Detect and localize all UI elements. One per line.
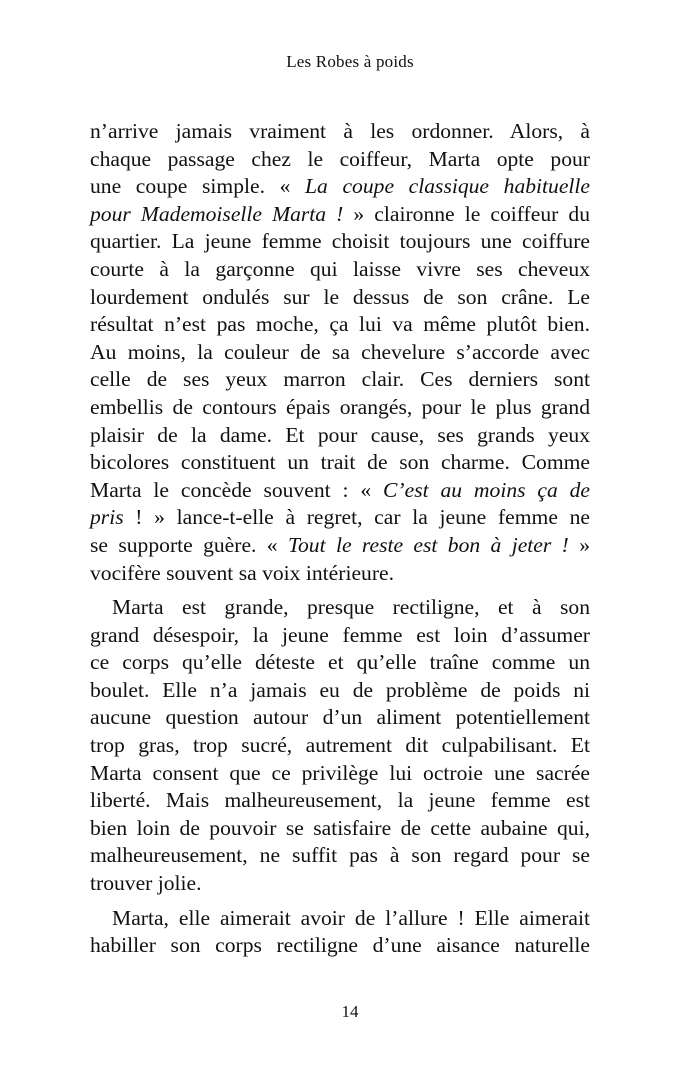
text-line [90,504,590,532]
text-line [90,622,590,650]
text-line [90,256,590,284]
paragraph-gap [90,587,590,594]
text-run: plaisir de la dame. Et pour cause, ses grands yeux [90,422,590,447]
text-line [90,477,590,505]
text-line [90,284,590,312]
text-run: celle de ses yeux marron clair. Ces derniers sont [90,367,590,392]
text-run: Marta est grande, presque rectiligne, et à son [112,595,590,620]
text-line [90,649,590,677]
text-run: bien loin de pouvoir se satisfaire de cette aubaine qui, [90,815,590,840]
italic-quote: La coupe classique habituelle [305,174,591,199]
text-line [90,594,590,622]
running-head: Les Robes à poids [286,52,414,71]
text-run: boulet. Elle n’a jamais eu de problème de poids ni [90,677,590,702]
text-line [90,787,590,815]
text-run: lourdement ondulés sur le dessus de son crâne. Le [90,284,590,309]
text-run: bicolores constituent un trait de son charme. Comme [90,450,590,475]
text-run: grand désespoir, la jeune femme est loin d’assumer [90,622,590,647]
text-run: quartier. La jeune femme choisit toujours une coiffure [90,229,590,254]
text-line [90,366,590,394]
paragraph [90,118,590,587]
text-line [90,311,590,339]
text-run: ce corps qu’elle déteste et qu’elle traîne comme un [90,650,590,675]
text-run: résultat n’est pas moche, ça lui va même plutôt bien. [90,312,590,337]
text-line [90,118,590,146]
text-line [90,201,590,229]
text-run: malheureusement, ne suffit pas à son regard pour se [90,843,590,868]
text-line [90,704,590,732]
text-run: Marta le concède souvent : « [90,477,384,502]
text-line [90,760,590,788]
text-run: embellis de contours épais orangés, pour le plus grand [90,394,590,419]
text-line [90,932,590,960]
text-line [90,146,590,174]
text-line [90,870,590,898]
text-line [90,532,590,560]
text-line [90,422,590,450]
page-number: 14 [341,1002,359,1021]
text-line [90,815,590,843]
text-run: Marta consent que ce privilège lui octroie une sacrée [90,760,590,785]
text-run: habiller son corps rectiligne d’une aisance naturelle [90,933,590,958]
text-line [90,560,590,588]
text-run: une coupe simple. « [90,174,306,199]
text-run: ! » lance-t-elle à regret, car la jeune femme ne [123,505,590,530]
text-run: Marta, elle aimerait avoir de l’allure ! Elle aimerait [112,905,590,930]
paragraph [90,905,590,960]
text-run: aucune question autour d’un aliment potentiellement [90,705,590,730]
text-line [90,394,590,422]
text-run: liberté. Mais malheureusement, la jeune femme est [90,788,590,813]
text-run: se supporte guère. « [90,532,288,557]
text-run: n’arrive jamais vraiment à les ordonner. Alors, à [90,119,590,143]
italic-quote: C’est au moins ça de [383,477,591,502]
text-run: trouver jolie. [90,871,202,896]
text-run: » claironne le coiffeur du [343,201,590,226]
text-line [90,449,590,477]
text-line [90,339,590,367]
text-line [90,732,590,760]
body-text [90,118,590,960]
text-line [90,677,590,705]
paragraph [90,594,590,898]
text-line [90,173,590,201]
italic-quote: pour Mademoiselle Marta ! [90,201,344,226]
text-run: vocifère souvent sa voix intérieure. [90,560,394,585]
text-line [90,905,590,933]
text-run: » [568,532,590,557]
text-line [90,228,590,256]
text-run: trop gras, trop sucré, autrement dit culpabilisant. Et [90,733,590,758]
text-run: chaque passage chez le coiffeur, Marta opte pour [90,146,590,171]
text-line [90,842,590,870]
paragraph-gap [90,898,590,905]
text-run: Au moins, la couleur de sa chevelure s’accorde avec [90,339,590,364]
text-run: courte à la garçonne qui laisse vivre ses cheveux [90,256,590,281]
italic-quote: Tout le reste est bon à jeter ! [287,532,569,557]
italic-quote: pris [90,505,124,530]
